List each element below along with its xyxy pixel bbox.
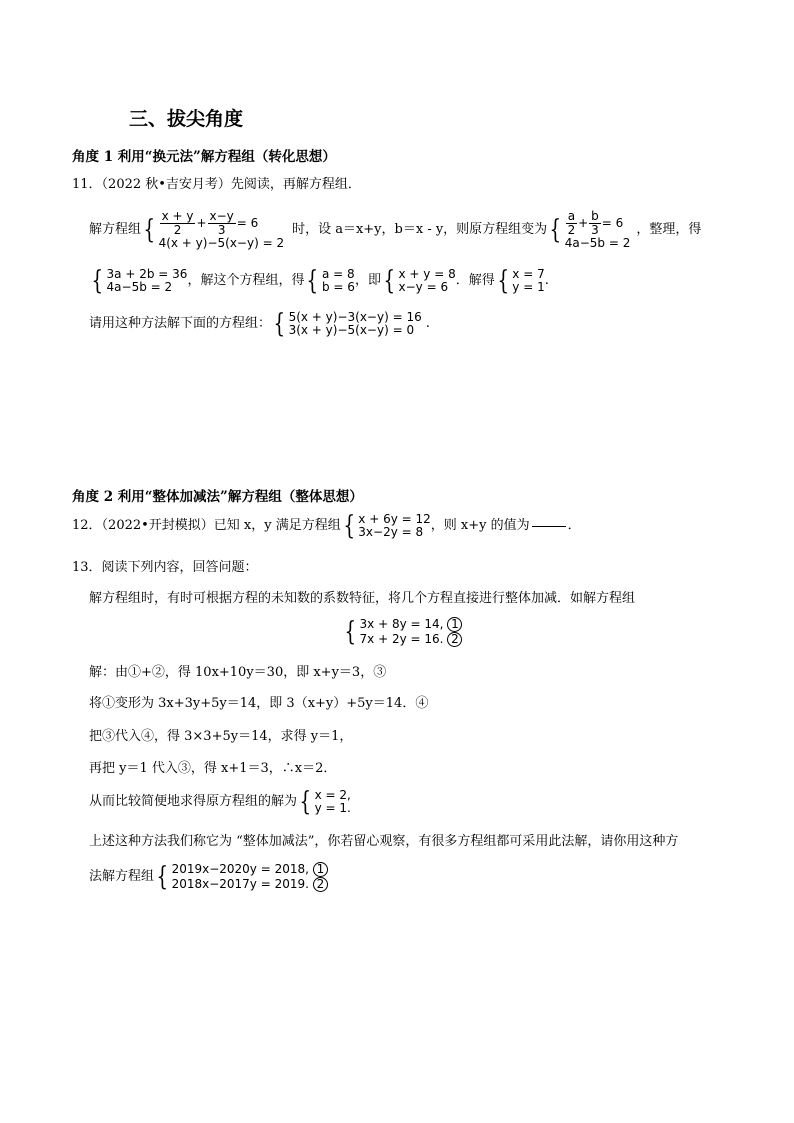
- step5: [89, 789, 351, 815]
- step4: 再把 y＝1 代入③，得 x+1＝3，∴x＝2．: [89, 761, 337, 776]
- eq-row: [360, 632, 463, 647]
- period: .: [544, 273, 549, 288]
- eq-text: 7x + 2y = 16.: [359, 632, 444, 646]
- eq2-row1: $\frac{a}{2}$ + $\frac{b}{3}$ = 6: [567, 209, 624, 237]
- brace-icon: {: [156, 862, 169, 892]
- eq1-row1: $\frac{x + y}{2}$ + $\frac{x-y}{3}$ = 6: [161, 209, 259, 237]
- equation-system-4: [304, 268, 354, 294]
- eq-row: x = 2,: [314, 788, 351, 802]
- text: 解方程组: [89, 222, 142, 237]
- eq-row: [172, 877, 328, 892]
- eq-row: a = 8: [322, 267, 355, 281]
- eq-row: x = 7: [512, 267, 545, 281]
- equation-system-1: [141, 210, 284, 250]
- q11-line2: [89, 268, 549, 294]
- q13-system: [342, 617, 462, 647]
- step1: 解：由①+②，得 10x+10y＝30，即 x+y＝3，③: [89, 665, 387, 680]
- text: ，即: [354, 273, 381, 288]
- circled-1-icon: 1: [447, 617, 462, 632]
- text: ．: [567, 518, 581, 533]
- q11-line3: [89, 311, 430, 337]
- eq-row: y = 1: [512, 280, 545, 294]
- eq-row: 5(x + y)−3(x−y) = 16: [288, 310, 422, 324]
- brace-icon: {: [91, 266, 104, 296]
- eq-text: 3x + 8y = 14,: [359, 617, 444, 631]
- brace-icon: {: [273, 309, 286, 339]
- text: ，则 x+y 的值为: [430, 518, 530, 533]
- equation-system-6: [495, 268, 545, 294]
- brace-icon: {: [343, 511, 355, 541]
- circled-2-icon: 2: [447, 632, 462, 647]
- closing-line1: 上述这种方法我们称它为 “整体加减法”，你若留心观察，有很多方程组都可采用此法解，请你用这种方: [89, 834, 679, 849]
- eq-row: b = 6: [322, 280, 355, 294]
- text: 从而比较简便地求得原方程组的解为: [89, 794, 298, 809]
- eq-row: 3x−2y = 8: [358, 525, 424, 539]
- step3: 把③代入④，得 3×3+5y＝14，求得 y＝1，: [89, 729, 353, 744]
- eq-text: 2018x−2017y = 2019.: [171, 877, 309, 891]
- text: ，解这个方程组，得: [187, 273, 305, 288]
- eq-row: x−y = 6: [398, 280, 449, 294]
- angle2-heading: 角度 2 利用“整体加减法”解方程组（整体思想）: [72, 489, 363, 505]
- text: ，整理，得: [636, 222, 702, 237]
- equation-system-2: [547, 210, 630, 250]
- eq-row: 3(x + y)−5(x−y) = 0: [288, 323, 415, 337]
- closing-line2: [89, 862, 328, 892]
- text: 请用这种方法解下面的方程组：: [89, 316, 272, 331]
- text: 12．（2022•开封模拟）已知 x，y 满足方程组: [72, 518, 341, 533]
- brace-icon: {: [383, 266, 396, 296]
- q13-title: 13．阅读下列内容，回答问题：: [72, 560, 258, 575]
- eq-row: [172, 862, 328, 877]
- eq-row: x + y = 8: [398, 267, 456, 281]
- eq1-row2: 4(x + y)−5(x−y) = 2: [158, 236, 285, 250]
- equation-system-q12: [341, 513, 431, 539]
- answer-blank: [532, 526, 566, 527]
- brace-icon: {: [299, 787, 312, 817]
- text: 法解方程组: [89, 869, 155, 884]
- q11-line1: [89, 210, 701, 250]
- circled-1-icon: 1: [313, 862, 328, 877]
- equation-system-7: [271, 311, 422, 337]
- brace-icon: {: [306, 266, 319, 296]
- q12: [72, 513, 581, 539]
- q11-stem: 11．（2022 秋•吉安月考）先阅读，再解方程组．: [72, 177, 361, 192]
- solution-system: [297, 789, 351, 815]
- angle1-heading: 角度 1 利用“换元法”解方程组（转化思想）: [72, 149, 336, 165]
- eq-row: 4a−5b = 2: [106, 280, 173, 294]
- equation-system-q13: [342, 617, 462, 647]
- q13-intro: 解方程组时，有时可根据方程的未知数的系数特征，将几个方程直接进行整体加减．如解方程组: [89, 591, 636, 606]
- period: .: [425, 316, 430, 331]
- eq-row: y = 1.: [314, 801, 351, 815]
- eq-text: 2019x−2020y = 2018,: [171, 862, 309, 876]
- equation-system-3: [89, 268, 187, 294]
- eq-row: 3a + 2b = 36: [106, 267, 188, 281]
- circled-2-icon: 2: [313, 877, 328, 892]
- brace-icon: {: [344, 617, 357, 647]
- section-title: 三、拔尖角度: [129, 108, 244, 130]
- brace-icon: {: [549, 215, 562, 245]
- eq-row: [360, 617, 463, 632]
- final-system: [154, 862, 328, 892]
- brace-icon: {: [497, 266, 509, 296]
- text: ．解得: [455, 273, 495, 288]
- brace-icon: {: [143, 215, 156, 245]
- step2: 将①变形为 3x+3y+5y＝14，即 3（x+y）+5y＝14．④: [89, 696, 429, 711]
- text: 时，设 a＝x+y，b＝x - y，则原方程组变为: [292, 222, 548, 237]
- eq2-row2: 4a−5b = 2: [564, 236, 631, 250]
- equation-system-5: [381, 268, 456, 294]
- eq-row: x + 6y = 12: [358, 512, 431, 526]
